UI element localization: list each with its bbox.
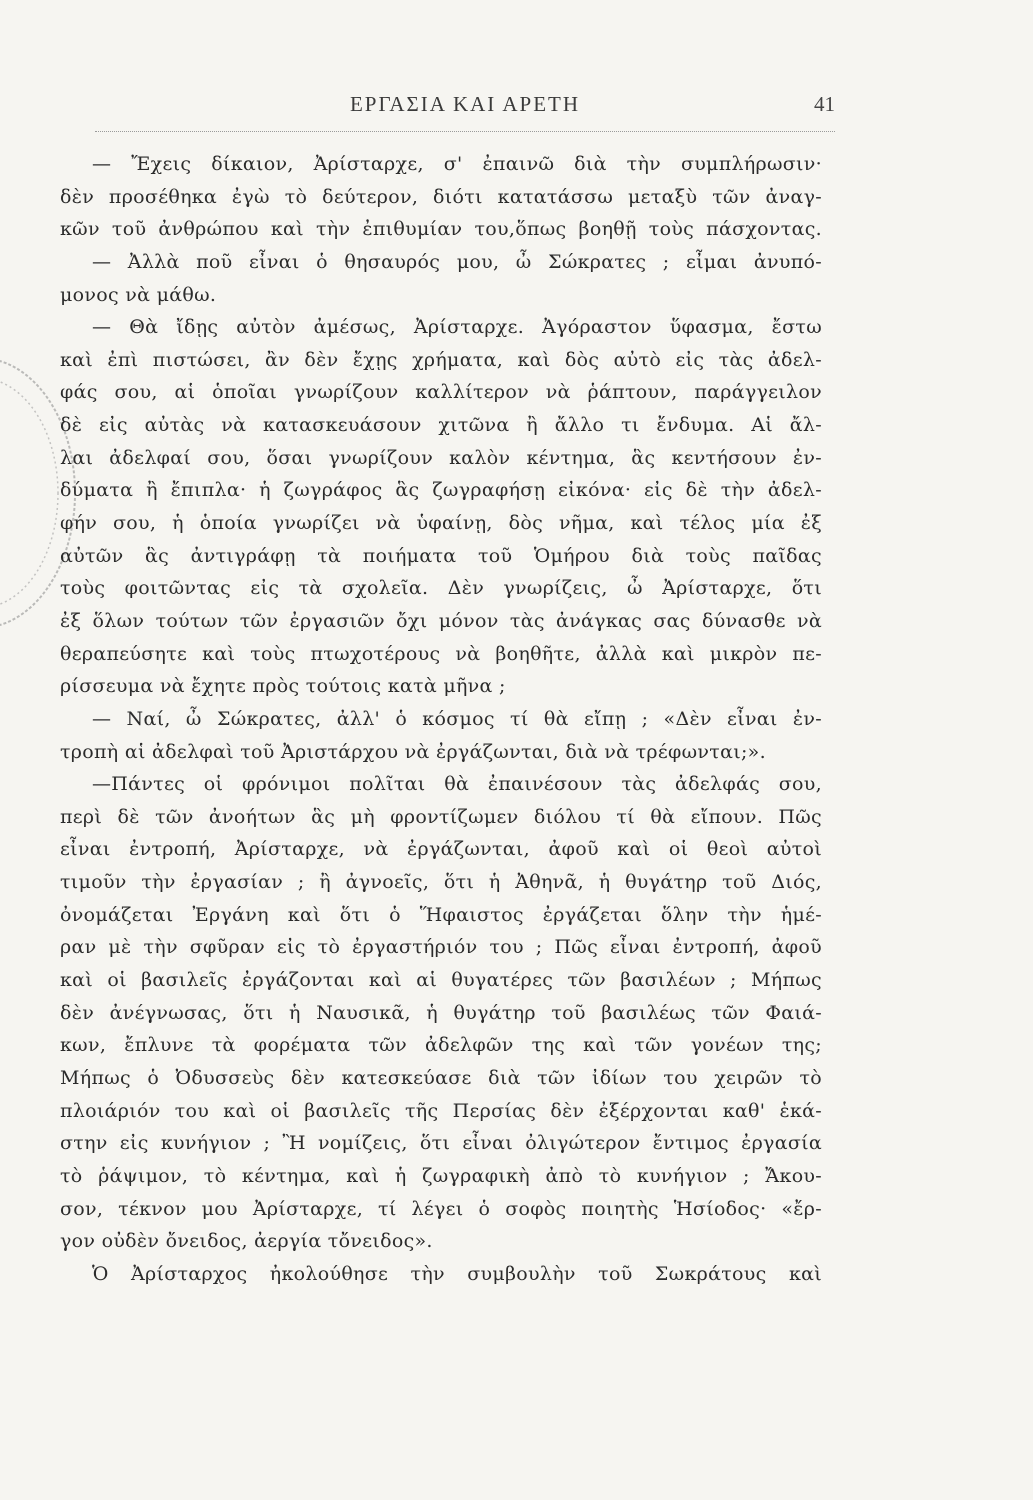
- text-line: αὐτῶν ἃς ἀντιγράφῃ τὰ ποιήματα τοῦ Ὁμήρου διὰ τοὺς παῖδας: [60, 544, 822, 567]
- text-line: στην εἰς κυνήγιον ; Ἢ νομίζεις, ὅτι εἶναι ὀλιγώτερον ἔντιμος ἐργασία: [60, 1132, 822, 1155]
- text-line: ραν μὲ τὴν σφῦραν εἰς τὸ ἐργαστήριόν του ; Πῶς εἶναι ἐντροπή, ἀφοῦ: [60, 936, 822, 959]
- text-line: σον, τέκνον μου Ἀρίσταρχε, τί λέγει ὁ σοφὸς ποιητὴς Ἡσίοδος· «ἔρ-: [60, 1197, 822, 1220]
- text-line: γον οὐδὲν ὄνειδος, ἀεργία τὄνειδος».: [60, 1230, 433, 1253]
- header-rule: [95, 131, 835, 132]
- text-line: μονος νὰ μάθω.: [60, 283, 217, 306]
- text-line: φάς σου, αἱ ὁποῖαι γνωρίζουν καλλίτερον νὰ ῥάπτουν, παράγγειλον: [60, 381, 822, 404]
- text-line: τιμοῦν τὴν ἐργασίαν ; ἢ ἀγνοεῖς, ὅτι ἡ Ἀθηνᾶ, ἡ θυγάτηρ τοῦ Διός,: [60, 871, 822, 894]
- text-line: δὲν προσέθηκα ἐγὼ τὸ δεύτερον, διότι κατατάσσω μεταξὺ τῶν ἀναγ-: [60, 185, 822, 208]
- text-line: δύματα ἢ ἔπιπλα· ἡ ζωγράφος ἃς ζωγραφήσῃ εἰκόνα· εἰς δὲ τὴν ἀδελ-: [60, 479, 822, 502]
- text-line: κων, ἔπλυνε τὰ φορέματα τῶν ἀδελφῶν της καὶ τῶν γονέων της;: [60, 1034, 822, 1057]
- running-head: [95, 92, 835, 128]
- text-line: Ὁ Ἀρίσταρχος ἠκολούθησε τὴν συμβουλὴν τοῦ Σωκράτους καὶ: [92, 1262, 822, 1285]
- text-line: λαι ἀδελφαί σου, ὅσαι γνωρίζουν καλὸν κέντημα, ἃς κεντήσουν ἐν-: [60, 446, 822, 469]
- text-line: πλοιάριόν του καὶ οἱ βασιλεῖς τῆς Περσίας δὲν ἐξέρχονται καθ' ἑκά-: [60, 1099, 822, 1122]
- text-line: εἶναι ἐντροπή, Ἀρίσταρχε, νὰ ἐργάζωνται, ἀφοῦ καὶ οἱ θεοὶ αὐτοὶ: [60, 838, 822, 861]
- text-line: καὶ ἐπὶ πιστώσει, ἂν δὲν ἔχῃς χρήματα, καὶ δὸς αὐτὸ εἰς τὰς ἀδελ-: [60, 348, 822, 371]
- body-text: [60, 148, 822, 1290]
- text-line: καὶ οἱ βασιλεῖς ἐργάζονται καὶ αἱ θυγατέρες τῶν βασιλέων ; Μήπως: [60, 969, 822, 992]
- text-line: ὀνομάζεται Ἐργάνη καὶ ὅτι ὁ Ἥφαιστος ἐργάζεται ὅλην τὴν ἡμέ-: [60, 903, 822, 926]
- text-line: κῶν τοῦ ἀνθρώπου καὶ τὴν ἐπιθυμίαν του,ὅπως βοηθῇ τοὺς πάσχοντας.: [60, 218, 822, 241]
- page-number: 41: [814, 92, 835, 116]
- text-line: ρίσσευμα νὰ ἔχητε πρὸς τούτοις κατὰ μῆνα ;: [60, 675, 506, 698]
- text-line: περὶ δὲ τῶν ἀνοήτων ἃς μὴ φροντίζωμεν διόλου τί θὰ εἴπουν. Πῶς: [60, 805, 822, 828]
- text-line: τροπὴ αἱ ἀδελφαὶ τοῦ Ἀριστάρχου νὰ ἐργάζωνται, διὰ νὰ τρέφωνται;».: [60, 740, 766, 763]
- text-line: — Θὰ ἴδῃς αὐτὸν ἀμέσως, Ἀρίσταρχε. Ἀγόραστον ὕφασμα, ἔστω: [92, 316, 822, 339]
- text-line: — Ἔχεις δίκαιον, Ἀρίσταρχε, σ' ἐπαινῶ διὰ τὴν συμπλήρωσιν·: [92, 153, 822, 175]
- text-line: —Πάντες οἱ φρόνιμοι πολῖται θὰ ἐπαινέσουν τὰς ἀδελφάς σου,: [92, 773, 822, 796]
- text-line: φήν σου, ἡ ὁποία γνωρίζει νὰ ὑφαίνῃ, δὸς νῆμα, καὶ τέλος μία ἐξ: [60, 512, 822, 535]
- text-line: Μήπως ὁ Ὀδυσσεὺς δὲν κατεσκεύασε διὰ τῶν ἰδίων του χειρῶν τὸ: [60, 1066, 822, 1089]
- text-line: δὲν ἀνέγνωσας, ὅτι ἡ Ναυσικᾶ, ἡ θυγάτηρ τοῦ βασιλέως τῶν Φαιά-: [60, 1001, 822, 1024]
- running-head-title: ΕΡΓΑΣΙΑ ΚΑΙ ΑΡΕΤΗ: [349, 92, 581, 116]
- text-line: ἐξ ὅλων τούτων τῶν ἐργασιῶν ὄχι μόνον τὰς ἀνάγκας σας δύνασθε νὰ: [60, 609, 822, 632]
- text-line: — Ναί, ὦ Σώκρατες, ἀλλ' ὁ κόσμος τί θὰ εἴπῃ ; «Δὲν εἶναι ἐν-: [92, 707, 822, 730]
- text-line: — Ἀλλὰ ποῦ εἶναι ὁ θησαυρός μου, ὦ Σώκρατες ; εἶμαι ἀνυπό-: [92, 250, 822, 273]
- text-line: δὲ εἰς αὐτὰς νὰ κατασκευάσουν χιτῶνα ἢ ἄλλο τι ἔνδυμα. Αἱ ἄλ-: [60, 414, 822, 437]
- text-line: θεραπεύσητε καὶ τοὺς πτωχοτέρους νὰ βοηθῆτε, ἀλλὰ καὶ μικρὸν πε-: [60, 642, 822, 665]
- text-line: τοὺς φοιτῶντας εἰς τὰ σχολεῖα. Δὲν γνωρίζεις, ὦ Ἀρίσταρχε, ὅτι: [60, 577, 822, 600]
- text-line: τὸ ῥάψιμον, τὸ κέντημα, καὶ ἡ ζωγραφικὴ ἀπὸ τὸ κυνήγιον ; Ἄκου-: [60, 1164, 822, 1187]
